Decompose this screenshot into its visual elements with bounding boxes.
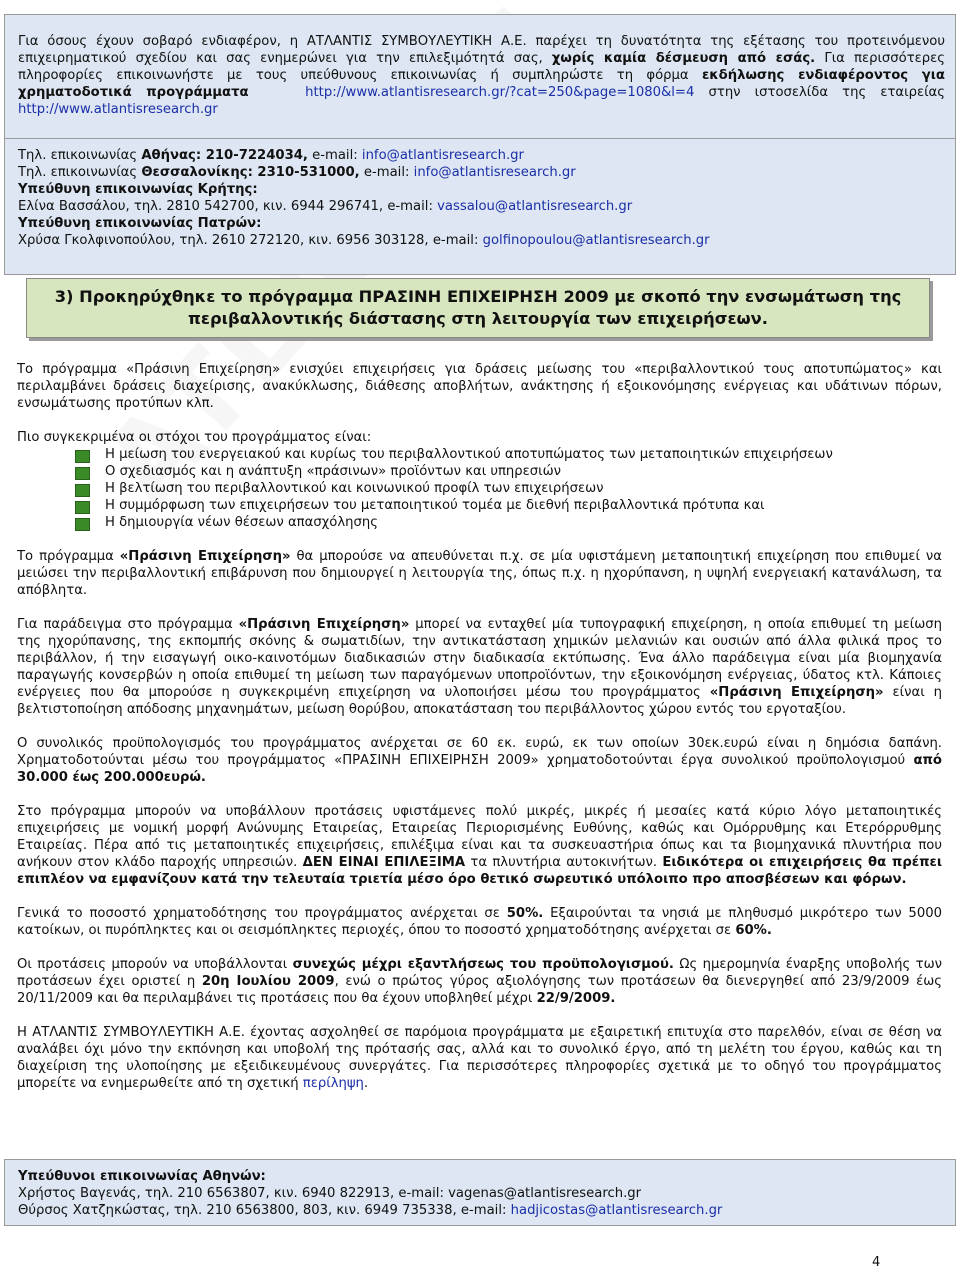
intro-bold: χωρίς καμία δέσμευση από εσάς. bbox=[551, 51, 816, 66]
page-number: 4 bbox=[872, 1255, 881, 1270]
paragraph-eligibility bbox=[17, 803, 942, 888]
thess-contact bbox=[18, 164, 945, 181]
goals-list bbox=[17, 446, 942, 531]
crete-contact bbox=[18, 198, 945, 215]
intro-text-3: στην ιστοσελίδα της εταιρείας bbox=[694, 85, 945, 100]
main-content bbox=[17, 361, 942, 1109]
heading-line-2: περιβαλλοντικής διάστασης στη λειτουργία των επιχειρήσεων. bbox=[188, 309, 768, 328]
p4c: μπορεί να ενταχθεί μία τυπογραφική επιχείρηση, η οποία επιθυμεί τη μείωση της ηχορύπανσης, της εκπομπής σκόνης & σωματιδίων, την αντικατάσταση χημικών μελανιών και ουσιών από άλλα φιλικά προς το περιβάλλον, ή την εισαγωγή οικο-καινοτόμων διαδικασιών στην διαδικασία εκτύπωσης. Ένα άλλο παράδειγμα είναι μία βιομηχανία παραγωγής κονσερβών η οποία επιθυμεί τη μείωση των παραγόμενων υποπροϊόντων, την εξοικονόμηση ενέργειας, ύδατος κτλ. Κάποιες ενέργειες που θα μπορούσε η συγκεκριμένη επιχείρηση να υλοποιήσει μέσω του προγράμματος bbox=[17, 617, 942, 700]
athens-phone: Αθήνας: 210-7224034, bbox=[141, 148, 308, 163]
list-item bbox=[17, 480, 942, 497]
paragraph-budget bbox=[17, 735, 942, 786]
paragraph-funding-rate bbox=[17, 905, 942, 939]
p4e: είναι η βελτιστοποίηση απόδοσης μηχανημάτων, μείωση θορύβου, αποκατάσταση του περιβάλλοντος χώρου εντός του εργοταξίου. bbox=[17, 685, 943, 717]
crete-email-link[interactable]: vassalou@atlantisresearch.gr bbox=[437, 199, 633, 214]
p6a: Στο πρόγραμμα μπορούν να υποβάλλουν προτάσεις υφιστάμενες πολύ μικρές, μικρές ή μεσαίες κατά κύριο λόγο μεταποιητικές επιχειρήσεις με νομική μορφή Ανώνυμης Εταιρείας, Εταιρείας Περιορισμένης Ευθύνης, καθώς και Ομόρρυθμης και Ετερόρρυθμης Εταιρείας. Πέρα από τις μεταποιητικές επιχειρήσεις, επιλέξιμα είναι και τα συσκευαστήρια όπως και τα βιομηχανικά πλυντήρια που ανήκουν στον κλάδο παροχής υπηρεσιών. bbox=[17, 804, 942, 870]
footer-email-link[interactable]: hadjicostas@atlantisresearch.gr bbox=[510, 1203, 723, 1218]
company-site-link[interactable]: http://www.atlantisresearch.gr bbox=[18, 102, 218, 117]
p8a: Οι προτάσεις μπορούν να υποβάλλονται bbox=[17, 957, 293, 972]
p7c: Εξαιρούνται τα νησιά με πληθυσμό μικρότερο των 5000 κατοίκων, οι πυρόπληκτες και οι σεισμόπληκτες περιοχές, όπου το ποσοστό χρηματοδότησης ανέρχεται σε bbox=[17, 906, 942, 938]
p8e: , ενώ ο πρώτος γύρος αξιολόγησης των προτάσεων θα διενεργηθεί από 23/9/2009 έως 20/11/2009 και θα περιλαμβάνει τις προτάσεις που θα έχουν υποβληθεί μέχρι bbox=[17, 974, 943, 1006]
athens-email-link[interactable]: info@atlantisresearch.gr bbox=[361, 148, 524, 163]
p9a: Η ΑΤΛΑΝΤΙΣ ΣΥΜΒΟΥΛΕΥΤΙΚΗ Α.Ε. έχοντας ασχοληθεί σε παρόμοια προγράμματα με εξαιρετική επιτυχία στο παρελθόν, είναι σε θέση να αναλάβει όχι μόνο την εκπόνηση και υποβολή της πρότασής σας, αλλά και το συνολικό έργο, από τη μελέτη του έργου, καθώς και τη διαχείριση της υλοποίησης με εξειδικευμένους συνεργάτες. Για περισσότερες πληροφορίες σχετικά με το οδηγό του προγράμματος μπορείτε να ενημερωθείτε από τη σχετική bbox=[17, 1025, 942, 1091]
bullet-square-icon bbox=[75, 501, 90, 514]
bullet-square-icon bbox=[75, 484, 90, 497]
goal-text: Ο σχεδιασμός και η ανάπτυξη «πράσινων» προϊόντων και υπηρεσιών bbox=[105, 464, 562, 479]
interest-form-link-text: εκδήλωσης ενδιαφέροντος για χρηματοδοτικά προγράμματα bbox=[18, 68, 945, 100]
patras-text: Χρύσα Γκολφινοπούλου, τηλ. 2610 272120, κιν. 6956 303128, e-mail: bbox=[18, 233, 483, 248]
thess-phone: Θεσσαλονίκης: 2310-531000, bbox=[141, 165, 360, 180]
paragraph-company bbox=[17, 1024, 942, 1092]
goal-text: Η μείωση του ενεργειακού και κυρίως του περιβαλλοντικού αποτυπώματος των μεταποιητικών επιχειρήσεων bbox=[105, 447, 833, 462]
p3c: θα μπορούσε να απευθύνεται π.χ. σε μία υφιστάμενη μεταποιητική επιχείρηση που επιθυμεί να μειώσει την περιβαλλοντική επιβάρυνση που δημιουργεί η λειτουργία της, όπως π.χ. η ηχορύπανση, η υψηλή ενεργειακή κατανάλωση, τα απόβλητα. bbox=[17, 549, 942, 598]
list-item bbox=[17, 446, 942, 463]
goals-intro: Πιο συγκεκριμένα οι στόχοι του προγράμματος είναι: bbox=[17, 430, 372, 445]
intro-text-2: Για περισσότερες πληροφορίες επικοινωνήστε με τους υπεύθυνους επικοινωνίας ή συμπληρώστε τη φόρμα bbox=[18, 51, 945, 83]
summary-link[interactable]: περίληψη bbox=[302, 1076, 364, 1091]
section-heading bbox=[26, 278, 930, 338]
p4d: «Πράσινη Επιχείρηση» bbox=[709, 685, 884, 700]
paragraph-target bbox=[17, 548, 942, 599]
p4b: «Πράσινη Επιχείρηση» bbox=[238, 617, 410, 632]
crete-text: Ελίνα Βασσάλου, τηλ. 2810 542700, κιν. 6944 296741, e-mail: bbox=[18, 199, 438, 214]
p3b: «Πράσινη Επιχείρηση» bbox=[119, 549, 291, 564]
contacts-box bbox=[4, 139, 956, 275]
p6b: ΔΕΝ ΕΙΝΑΙ ΕΠΙΛΕΞΙΜΑ bbox=[302, 855, 466, 870]
list-item bbox=[17, 514, 942, 531]
goal-text: Η δημιουργία νέων θέσεων απασχόλησης bbox=[105, 515, 378, 530]
footer-contact-2-text: Θύρσος Χατζηκώστας, τηλ. 210 6563800, 803, κιν. 6949 735338, e-mail: bbox=[18, 1203, 511, 1218]
paragraph-intro: Το πρόγραμμα «Πράσινη Επιχείρηση» ενισχύει επιχειρήσεις για δράσεις μείωσης του «περιβαλλοντικού τους αποτυπώματος» και περιλαμβάνει δράσεις διαχείρισης, ανακύκλωσης, διάθεσης αποβλήτων, ανάκτησης ή εξοικονόμησης ενέργειας και υδάτινων πόρων, ενσωμάτωσης προτύπων κλπ. bbox=[17, 362, 942, 411]
paragraph-deadlines bbox=[17, 956, 942, 1007]
p5b: από 30.000 έως 200.000ευρώ. bbox=[17, 753, 942, 785]
goal-text: Η συμμόρφωση των επιχειρήσεων του μεταποιητικού τομέα με διεθνή περιβαλλοντικά πρότυπα και bbox=[105, 498, 765, 513]
intro-text: Για όσους έχουν σοβαρό ενδιαφέρον, η ΑΤΛΑΝΤΙΣ ΣΥΜΒΟΥΛΕΥΤΙΚΗ Α.Ε. παρέχει τη δυνατότητα της εξέτασης του προτεινόμενου επιχειρηματικού σχεδίου και σας ενημερώνει για την επιλεξιμότητά σας, bbox=[18, 34, 945, 66]
goal-text: Η βελτίωση του περιβαλλοντικού και κοινωνικού προφίλ των επιχειρήσεων bbox=[105, 481, 604, 496]
p5a: Ο συνολικός προϋπολογισμός του προγράμματος ανέρχεται σε 60 εκ. ευρώ, εκ των οποίων 30εκ.ευρώ είναι η δημόσια δαπάνη. Χρηματοδοτούνται μέσω του προγράμματος «ΠΡΑΣΙΝΗ ΕΠΙΧΕΙΡΗΣΗ 2009» χρηματοδοτούνται έργα συνολικού προϋπολογισμού bbox=[17, 736, 942, 768]
athens-mail-label: e-mail: bbox=[307, 148, 362, 163]
intro-box bbox=[4, 14, 956, 139]
paragraph-example bbox=[17, 616, 942, 718]
interest-form-link[interactable]: http://www.atlantisresearch.gr/?cat=250&page=1080&l=4 bbox=[305, 85, 695, 100]
p9b: . bbox=[363, 1076, 369, 1091]
page bbox=[4, 14, 956, 275]
p7b: 50%. bbox=[506, 906, 544, 921]
p8b: συνεχώς μέχρι εξαντλήσεως του προϋπολογισμού. bbox=[292, 957, 674, 972]
footer-contacts-box bbox=[4, 1159, 956, 1226]
bullet-square-icon bbox=[75, 467, 90, 480]
thess-mail-label: e-mail: bbox=[359, 165, 414, 180]
p8c: Ως ημερομηνία έναρξης υποβολής των προτάσεων έχει οριστεί η bbox=[17, 957, 942, 989]
bullet-square-icon bbox=[75, 450, 90, 463]
heading-line-1: 3) Προκηρύχθηκε το πρόγραμμα ΠΡΑΣΙΝΗ ΕΠΙΧΕΙΡΗΣΗ 2009 με σκοπό την ενσωμάτωση της bbox=[54, 287, 902, 306]
p6d: Ειδικότερα οι επιχειρήσεις θα πρέπει επιπλέον να εμφανίζουν κατά την τελευταία τριετία μέσο όρο θετικό σωρευτικό υπόλοιπο προ αποσβέσεων και φόρων. bbox=[17, 855, 943, 887]
thess-label: Τηλ. επικοινωνίας bbox=[18, 165, 142, 180]
footer-contact-2 bbox=[18, 1202, 945, 1219]
thess-email-link[interactable]: info@atlantisresearch.gr bbox=[413, 165, 576, 180]
p6c: τα πλυντήρια αυτοκινήτων. bbox=[465, 855, 663, 870]
athens-contact bbox=[18, 147, 945, 164]
footer-contact-1: Χρήστος Βαγενάς, τηλ. 210 6563807, κιν. 6940 822913, e-mail: vagenas@atlantisresearch.gr bbox=[18, 1186, 642, 1201]
p3a: Το πρόγραμμα bbox=[17, 549, 120, 564]
p8d: 20η Ιουλίου 2009 bbox=[201, 974, 335, 989]
athens-label: Τηλ. επικοινωνίας bbox=[18, 148, 142, 163]
patras-email-link[interactable]: golfinopoulou@atlantisresearch.gr bbox=[482, 233, 710, 248]
list-item bbox=[17, 497, 942, 514]
p8f: 22/9/2009. bbox=[536, 991, 616, 1006]
patras-contact bbox=[18, 232, 945, 249]
bullet-square-icon bbox=[75, 518, 90, 531]
p7a: Γενικά το ποσοστό χρηματοδότησης του προγράμματος ανέρχεται σε bbox=[17, 906, 507, 921]
patras-title: Υπεύθυνη επικοινωνίας Πατρών: bbox=[18, 216, 262, 231]
p4a: Για παράδειγμα στο πρόγραμμα bbox=[17, 617, 239, 632]
p7d: 60%. bbox=[735, 923, 772, 938]
crete-title: Υπεύθυνη επικοινωνίας Κρήτης: bbox=[18, 182, 258, 197]
list-item bbox=[17, 463, 942, 480]
footer-contacts-title: Υπεύθυνοι επικοινωνίας Αθηνών: bbox=[18, 1169, 266, 1184]
